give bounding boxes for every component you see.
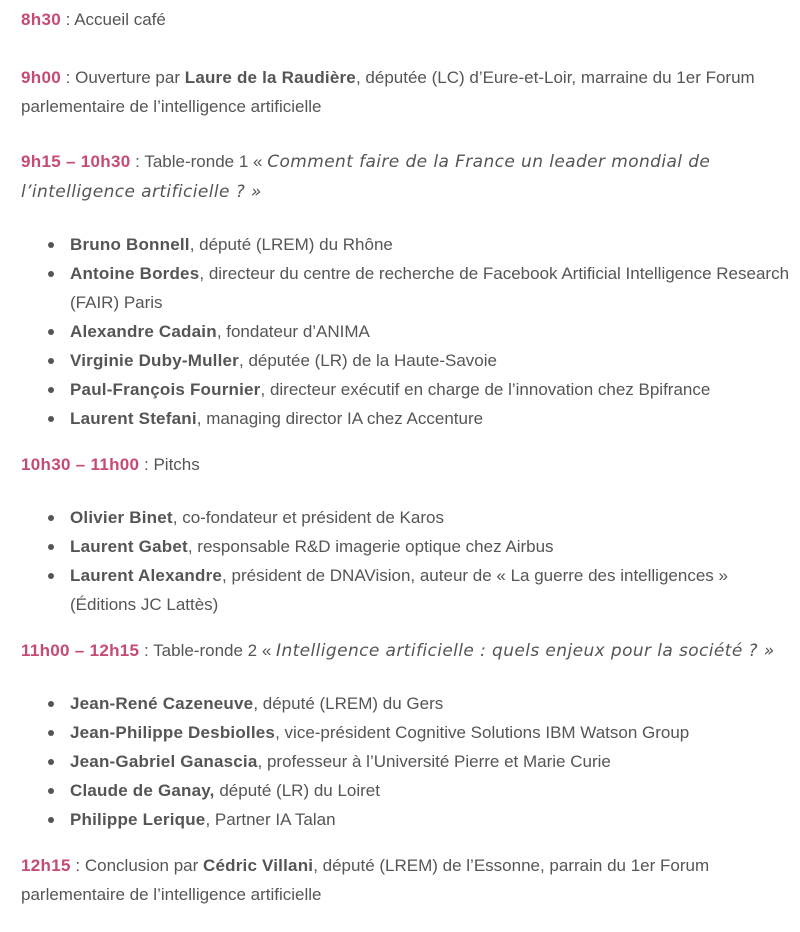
bullet-icon [48, 788, 54, 794]
speaker-name: Philippe Lerique [70, 810, 206, 829]
slot-time: 12h15 [21, 856, 71, 875]
speaker-role: , co-fondateur et président de Karos [172, 508, 444, 527]
speaker-name: Paul-François Fournier [70, 380, 261, 399]
speaker-name: Laurent Gabet [70, 537, 188, 556]
speaker-name: Jean-Gabriel Ganascia [70, 752, 258, 771]
slot-table-ronde-1: 9h15 – 10h30 : Table-ronde 1 « Comment faire de la France un leader mondial de l’intelligence artificielle ? » [21, 152, 711, 202]
slot-text: Pitchs [153, 455, 200, 474]
list-item [70, 503, 790, 532]
speaker-role: , responsable R&D imagerie optique chez Airbus [187, 537, 554, 556]
list-item [70, 404, 790, 433]
speaker-list-3 [21, 689, 790, 834]
bullet-icon [48, 271, 54, 277]
slot-accueil: 8h30 : Accueil café [21, 10, 166, 29]
bullet-icon [48, 730, 54, 736]
bullet-icon [48, 573, 54, 579]
list-item [70, 532, 790, 561]
speaker-role: , vice-président Cognitive Solutions IBM Watson Group [275, 723, 690, 742]
bullet-icon [48, 515, 54, 521]
speaker-role: député (LR) du Loiret [214, 781, 380, 800]
bullet-icon [48, 544, 54, 550]
bullet-icon [48, 416, 54, 422]
list-item [70, 561, 790, 619]
slot-ouverture: 9h00 : Ouverture par Laure de la Raudière, députée (LC) d’Eure-et-Loir, marraine du 1er Forum parlementaire de l’intelligence artificielle [21, 68, 755, 116]
speaker-name: Cédric Villani [203, 856, 314, 875]
bullet-icon [48, 358, 54, 364]
speaker-role: , fondateur d’ANIMA [216, 322, 370, 341]
speaker-list-1 [21, 230, 790, 433]
list-item [70, 259, 790, 317]
list-item [70, 718, 790, 747]
speaker-name: Laurent Alexandre [70, 566, 223, 585]
speaker-name: Claude de Ganay, [70, 781, 215, 800]
speaker-name: Laure de la Raudière [184, 68, 356, 87]
speaker-name: Virginie Duby-Muller [70, 351, 239, 370]
speaker-name: Antoine Bordes [70, 264, 200, 283]
list-item [70, 317, 790, 346]
slot-time: 11h00 – 12h15 [21, 641, 140, 660]
list-item [70, 776, 790, 805]
speaker-role: , député (LREM) du Gers [253, 694, 444, 713]
slot-time: 9h00 [21, 68, 61, 87]
bullet-icon [48, 701, 54, 707]
speaker-role: , président de DNAVision, auteur de « La guerre des intelligences » (Éditions JC Lattès) [70, 566, 728, 614]
speaker-name: Olivier Binet [70, 508, 173, 527]
slot-conclusion: 12h15 : Conclusion par Cédric Villani, député (LREM) de l’Essonne, parrain du 1er Forum parlementaire de l’intelligence artificielle [21, 856, 710, 904]
speaker-name: Jean-René Cazeneuve [70, 694, 254, 713]
list-item [70, 375, 790, 404]
speaker-role: , directeur du centre de recherche de Facebook Artificial Intelligence Research (FAIR) Paris [70, 264, 790, 312]
speaker-list-2 [21, 503, 790, 619]
bullet-icon [48, 817, 54, 823]
list-item [70, 689, 790, 718]
speaker-role: , directeur exécutif en charge de l’innovation chez Bpifrance [260, 380, 711, 399]
speaker-role: , Partner IA Talan [205, 810, 336, 829]
speaker-name: Laurent Stefani [70, 409, 197, 428]
list-item [70, 346, 790, 375]
slot-pitchs: 10h30 – 11h00 : Pitchs [21, 455, 200, 474]
speaker-role: , managing director IA chez Accenture [196, 409, 484, 428]
slot-time: 8h30 [21, 10, 61, 29]
slot-time: 9h15 – 10h30 [21, 152, 131, 171]
slot-time: 10h30 – 11h00 [21, 455, 140, 474]
speaker-name: Jean-Philippe Desbiolles [70, 723, 276, 742]
bullet-icon [48, 242, 54, 248]
slot-table-ronde-2: 11h00 – 12h15 : Table-ronde 2 « Intelligence artificielle : quels enjeux pour la société ? » [21, 641, 775, 661]
list-item [70, 747, 790, 776]
slot-text: Accueil café [74, 10, 166, 29]
speaker-name: Alexandre Cadain [70, 322, 217, 341]
bullet-icon [48, 387, 54, 393]
bullet-icon [48, 329, 54, 335]
speaker-role: , députée (LR) de la Haute-Savoie [239, 351, 497, 370]
list-item [70, 805, 790, 834]
list-item [70, 230, 790, 259]
speaker-role: , député (LREM) du Rhône [189, 235, 393, 254]
bullet-icon [48, 759, 54, 765]
speaker-role: , professeur à l’Université Pierre et Marie Curie [257, 752, 611, 771]
session-title: Comment faire de la France un leader mondial de l’intelligence artificielle ? » [21, 152, 711, 202]
session-title: Intelligence artificielle : quels enjeux pour la société ? » [276, 641, 775, 661]
speaker-name: Bruno Bonnell [70, 235, 190, 254]
